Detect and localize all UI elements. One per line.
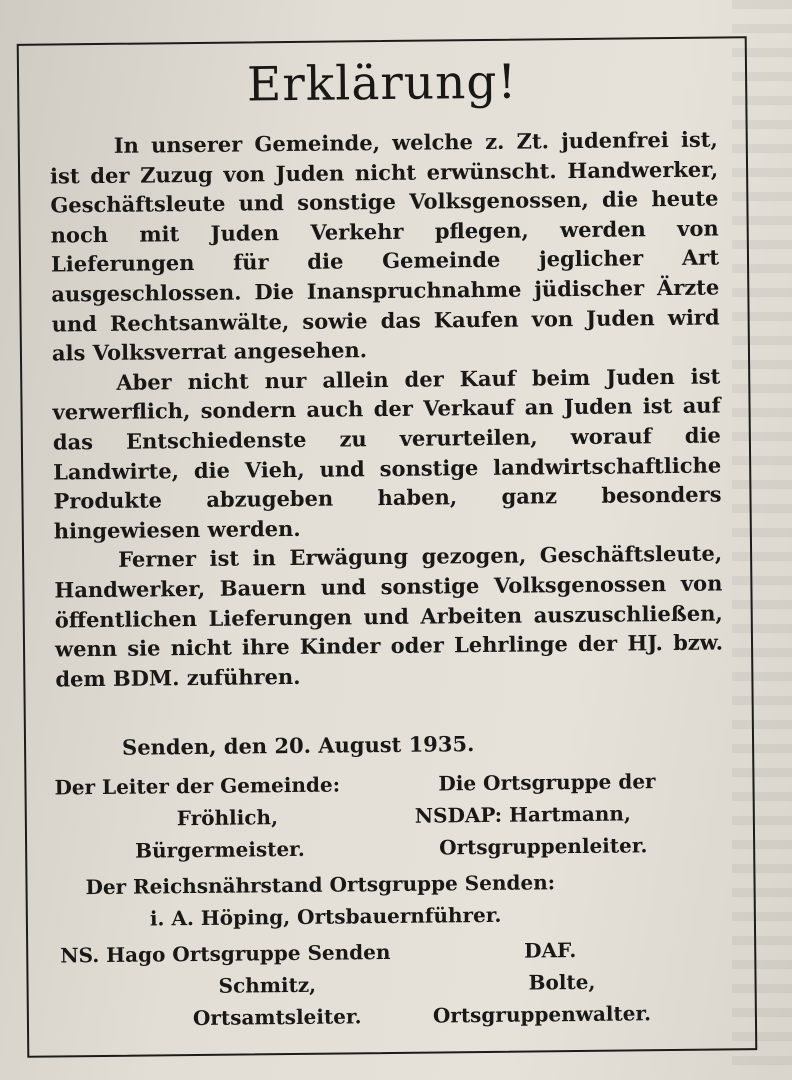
- daf-header: DAF.: [524, 938, 577, 963]
- paragraph-2: Aber nicht nur allein der Kauf beim Juden ist verwerflich, sondern auch der Verkauf an Juden ist auf das Entschiedenste zu verurteilen, worauf die Landwirte, die Vieh, und sonstige landwirtschaftliche Produkte abzugeben haben, ganz besonders hingewiesen werden.: [52, 363, 722, 544]
- municipality-role: Bürgermeister.: [135, 836, 305, 863]
- daf-role: Ortsgruppenwalter.: [432, 1001, 652, 1028]
- party-name: NSDAP: Hartmann,: [414, 801, 631, 828]
- party-header: Die Ortsgruppe der: [438, 769, 656, 796]
- date-line: Senden, den 20. August 1935.: [121, 731, 475, 760]
- daf-name: Bolte,: [528, 969, 596, 995]
- notice-frame: [17, 36, 758, 1058]
- hago-role: Ortsamtsleiter.: [192, 1004, 362, 1031]
- party-role: Ortsgruppenleiter.: [439, 833, 648, 860]
- paragraph-1: In unserer Gemeinde, welche z. Zt. judenfrei ist, ist der Zuzug von Juden nicht erwünscht. Handwerker, Geschäftsleute und sonstige Volksgenossen, die heute noch mit Juden Verkehr pflegen, werden von Lieferungen für die Gemeinde jeglicher Art ausgeschlossen. Die Inanspruchnahme jüdischer Ärzte und Rechtsanwälte, sowie das Kaufen von Juden wird als Volksverrat angesehen.: [49, 126, 720, 366]
- notice-title: Erklärung!: [246, 54, 518, 113]
- hago-name: Schmitz,: [218, 972, 317, 998]
- municipality-name: Fröhlich,: [176, 805, 279, 831]
- paragraph-3: Ferner ist in Erwägung gezogen, Geschäftsleute, Handwerker, Bauern und sonstige Volksgenossen von öffentlichen Lieferungen und Arbeiten auszuschließen, wenn sie nicht ihre Kinder oder Lehrlinge der HJ. bzw. dem BDM. zuführen.: [54, 540, 724, 692]
- reichsnaehrstand-name: i. A. Höping, Ortsbauernführer.: [149, 902, 502, 931]
- reichsnaehrstand-header: Der Reichsnährstand Ortsgruppe Senden:: [85, 870, 556, 900]
- signature-block: [19, 38, 756, 1056]
- hago-header: NS. Hago Ortsgruppe Senden: [60, 939, 391, 968]
- municipality-header: Der Leiter der Gemeinde:: [54, 772, 341, 800]
